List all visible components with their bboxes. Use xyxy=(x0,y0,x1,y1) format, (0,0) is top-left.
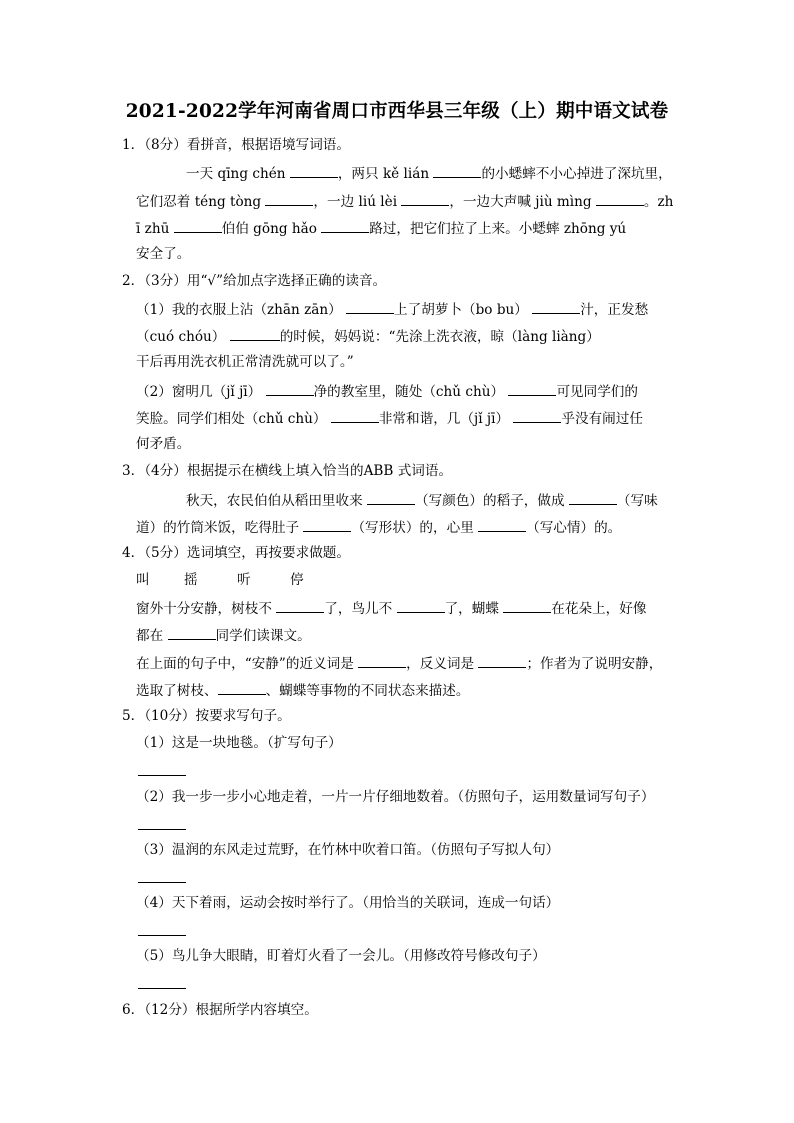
q5-item-2: （2）我一步一步小心地走着，一片一片仔细地数着。（仿照句子，运用数量词写句子） xyxy=(136,789,655,805)
q1-l1-text-a: 一天 qīng chén xyxy=(186,166,286,182)
q2-l5-text-a: 笑脸。同学们相处（chǔ chù） xyxy=(136,411,327,427)
answer-blank[interactable] xyxy=(218,680,266,695)
q4-line-2 xyxy=(136,625,311,645)
answer-blank[interactable] xyxy=(346,299,394,314)
answer-blank[interactable] xyxy=(513,408,561,423)
q2-line-4 xyxy=(136,381,638,401)
q3-line-2 xyxy=(136,517,621,537)
answer-line[interactable] xyxy=(138,882,186,883)
q3-heading: 3．（4分）根据提示在横线上填入恰当的ABB 式词语。 xyxy=(122,463,453,479)
q4-l1-text-d: 在花朵上，好像 xyxy=(551,601,647,617)
answer-blank[interactable] xyxy=(358,653,406,668)
q1-l3-text-a: ī zhū xyxy=(136,221,170,237)
q5-heading: 5．（10分）按要求写句子。 xyxy=(122,708,291,724)
q1-l2-text-c: ，一边大声喊 jiù mìng xyxy=(449,194,592,210)
q4-l1-text-b: 了，鸟儿不 xyxy=(324,601,393,617)
answer-blank[interactable] xyxy=(290,163,338,178)
q1-l2-text-b: ，一边 liú lèi xyxy=(313,194,398,210)
q2-l4-text-b: 净的教室里，随处（chǔ chù） xyxy=(313,384,505,400)
q4-l2-text-a: 都在 xyxy=(136,628,164,644)
answer-blank[interactable] xyxy=(303,517,351,532)
q4-l4-text-b: 、蝴蝶等事物的不同状态来描述。 xyxy=(265,683,470,699)
word-option: 叫 xyxy=(136,572,150,588)
answer-blank[interactable] xyxy=(230,326,280,341)
q1-heading: 1．（8分）看拼音，根据语境写词语。 xyxy=(122,137,350,153)
q1-l1-text-c: 的小蟋蟀不小心掉进了深坑里， xyxy=(481,166,672,182)
word-option: 听 xyxy=(237,572,251,588)
q2-l1-text-a: （1）我的衣服上沾（zhān zān） xyxy=(136,302,342,318)
answer-blank[interactable] xyxy=(367,490,415,505)
q2-l1-text-b: 上了胡萝卜（bo bu） xyxy=(394,302,528,318)
q4-l3-text-b: ，反义词是 xyxy=(406,656,475,672)
q4-line-4 xyxy=(136,680,469,700)
answer-blank[interactable] xyxy=(401,191,449,206)
q4-l2-text-b: 同学们读课文。 xyxy=(215,628,311,644)
q5-item-3: （3）温润的东风走过荒野，在竹林中吹着口笛。（仿照句子写拟人句） xyxy=(136,842,560,858)
q1-l3-text-b: 伯伯 gōng hǎo xyxy=(221,221,317,237)
q2-line-2 xyxy=(136,326,600,346)
answer-blank[interactable] xyxy=(478,653,526,668)
q4-l1-text-c: 了，蝴蝶 xyxy=(444,601,499,617)
q1-l3-text-c: 路过，把它们拉了上来。小蟋蟀 zhōng yú xyxy=(369,221,627,237)
q6-heading: 6．（12分）根据所学内容填空。 xyxy=(122,1002,318,1018)
answer-blank[interactable] xyxy=(174,218,222,233)
q1-l2-text-d: 。zh xyxy=(643,194,674,210)
answer-blank[interactable] xyxy=(397,598,445,613)
q1-line-4: 安全了。 xyxy=(136,246,191,262)
q5-item-4: （4）天下着雨，运动会按时举行了。（用恰当的关联词，连成一句话） xyxy=(136,895,560,911)
answer-blank[interactable] xyxy=(331,408,379,423)
q4-l3-text-c: ；作者为了说明安静， xyxy=(526,656,663,672)
q1-l1-text-b: ，两只 kě lián xyxy=(337,166,430,182)
answer-line[interactable] xyxy=(138,935,186,936)
page-title: 2021-2022学年河南省周口市西华县三年级（上）期中语文试卷 xyxy=(125,101,669,122)
answer-blank[interactable] xyxy=(478,517,526,532)
q2-l1-text-c: 汁，正发愁 xyxy=(580,302,649,318)
q1-line-3 xyxy=(136,218,626,238)
q4-line-3 xyxy=(136,653,662,673)
q3-l2-text-b: （写形状）的，心里 xyxy=(351,520,474,536)
q2-line-3: 干后再用洗衣机正常清洗就可以了。” xyxy=(136,354,354,370)
q2-l4-text-c: 可见同学们的 xyxy=(556,384,638,400)
q2-l2-text-b: 的时候，妈妈说：“先涂上洗衣液，晾（làng liàng） xyxy=(279,329,600,345)
q3-line-1 xyxy=(186,490,658,510)
answer-blank[interactable] xyxy=(321,218,369,233)
q3-l2-text-c: （写心情）的。 xyxy=(526,520,622,536)
answer-line[interactable] xyxy=(138,775,186,776)
word-option: 停 xyxy=(290,572,304,588)
q2-line-1 xyxy=(136,299,648,319)
q4-word-bank xyxy=(136,571,304,589)
q4-l3-text-a: 在上面的句子中，“安静”的近义词是 xyxy=(136,656,354,672)
word-option: 摇 xyxy=(184,572,198,588)
answer-blank[interactable] xyxy=(276,598,324,613)
q4-line-1 xyxy=(136,598,646,618)
q5-item-5: （5）鸟儿争大眼睛，盯着灯火看了一会儿。（用修改符号修改句子） xyxy=(136,948,546,964)
q5-item-1: （1）这是一块地毯。（扩写句子） xyxy=(136,735,342,751)
answer-blank[interactable] xyxy=(503,598,551,613)
q2-l5-text-c: 乎没有闹过任 xyxy=(561,411,643,427)
q3-l1-text-b: （写颜色）的稻子，做成 xyxy=(415,493,565,509)
answer-blank[interactable] xyxy=(168,625,216,640)
answer-blank[interactable] xyxy=(569,490,617,505)
q4-l4-text-a: 选取了树枝、 xyxy=(136,683,218,699)
answer-blank[interactable] xyxy=(532,299,580,314)
q1-line-1 xyxy=(186,163,672,183)
q4-l1-text-a: 窗外十分安静，树枝不 xyxy=(136,601,272,617)
q2-l2-text-a: （cuó chóu） xyxy=(136,329,226,345)
q1-l2-text-a: 它们忍着 téng tòng xyxy=(136,194,262,210)
q1-line-2 xyxy=(136,191,673,211)
q2-l4-text-a: （2）窗明几（jǐ jī） xyxy=(136,384,262,400)
answer-line[interactable] xyxy=(138,988,186,989)
q2-heading: 2．（3分）用“√”给加点字选择正确的读音。 xyxy=(122,273,387,289)
q3-l1-text-a: 秋天，农民伯伯从稻田里收来 xyxy=(186,493,363,509)
q2-line-6: 何矛盾。 xyxy=(136,436,191,452)
answer-blank[interactable] xyxy=(265,191,313,206)
q3-l1-text-c: （写味 xyxy=(616,493,658,509)
answer-blank[interactable] xyxy=(433,163,481,178)
q2-l5-text-b: 非常和谐，几（jǐ jī） xyxy=(378,411,510,427)
answer-blank[interactable] xyxy=(266,381,314,396)
q3-l2-text-a: 道）的竹筒米饭，吃得肚子 xyxy=(136,520,300,536)
q2-line-5 xyxy=(136,408,643,428)
answer-blank[interactable] xyxy=(508,381,556,396)
q4-heading: 4．（5分）选词填空，再按要求做题。 xyxy=(122,545,350,561)
answer-line[interactable] xyxy=(138,829,186,830)
answer-blank[interactable] xyxy=(596,191,644,206)
